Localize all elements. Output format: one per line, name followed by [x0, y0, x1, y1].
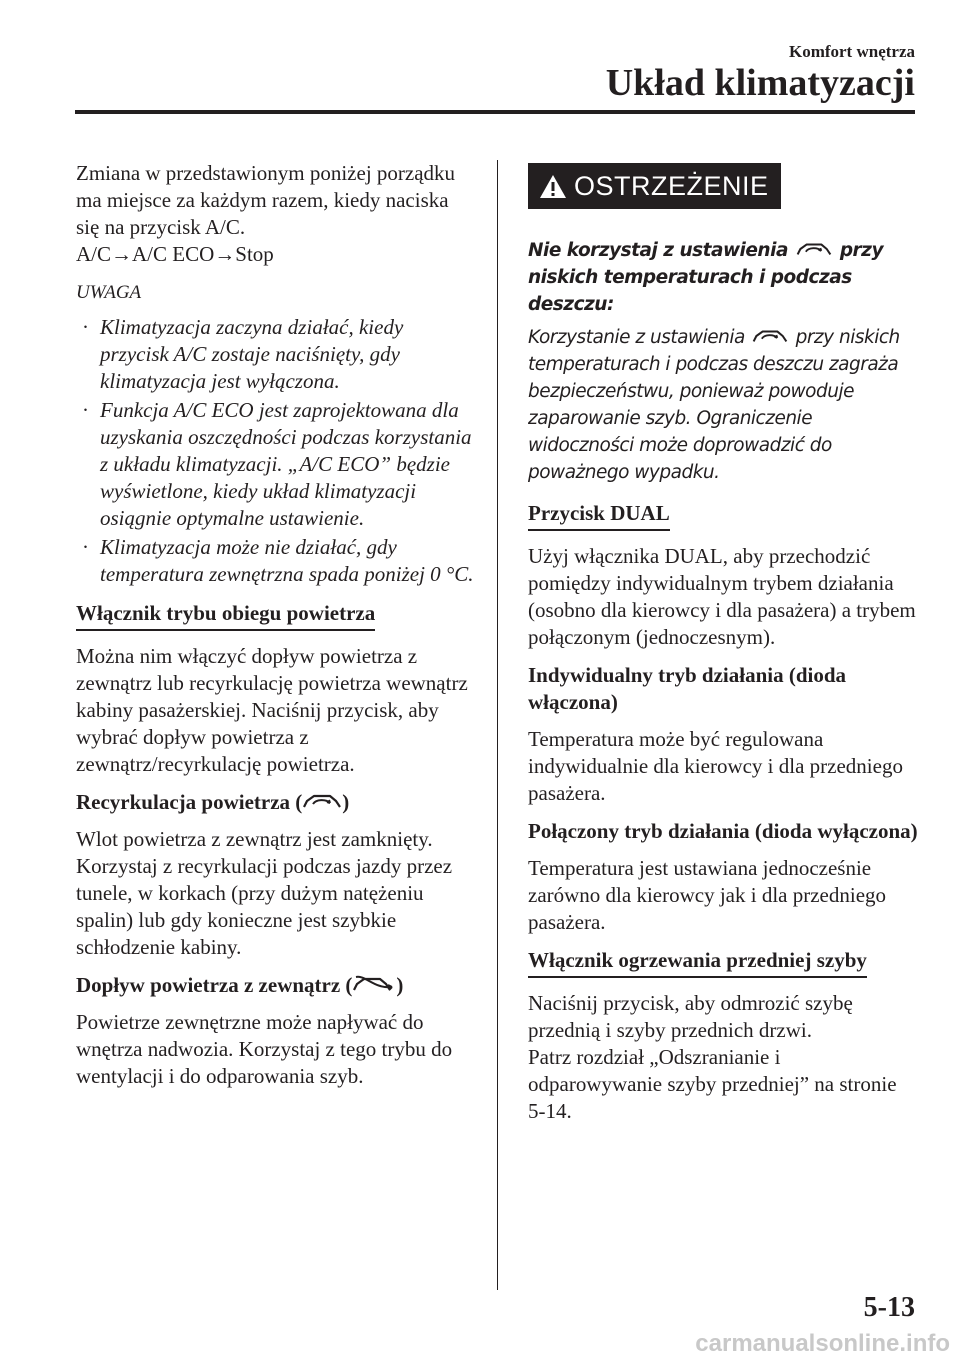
warning-banner — [528, 163, 781, 209]
note-item — [76, 314, 476, 395]
recirculation-paragraph: Wlot powietrza z zewnątrz jest zamknięty. Korzystaj z recyrkulacji podczas jazdy przez tunele, w korkach (przy dużym natężeniu spalin) lub gdy konieczne jest szybkie schłodzenie kabiny. — [76, 827, 453, 959]
recirculation-car-icon — [302, 790, 342, 812]
dual-paragraph: Użyj włącznika DUAL, aby przechodzić pomiędzy indywidualnym trybem działania (osobno dla kierowcy i dla pasażera) a trybem połączonym (jednoczesnym). — [528, 544, 916, 649]
page-title: Układ klimatyzacji — [605, 62, 915, 104]
note-item — [76, 534, 476, 588]
recirculation-car-icon — [794, 239, 834, 259]
individual-mode-paragraph: Temperatura może być regulowana indywidualnie dla kierowcy i dla przedniego pasażera. — [528, 727, 903, 805]
intro-paragraph: Zmiana w przedstawionym poniżej porządku ma miejsce za każdym razem, kiedy naciska się na przycisk A/C. — [76, 161, 456, 239]
outside-air-paragraph: Powietrze zewnętrzne może napływać do wnętrza nadwozia. Korzystaj z tego trybu do wentylacji i do odparowania szyb. — [76, 1010, 453, 1088]
recirculation-car-icon — [750, 326, 790, 346]
note-item — [76, 397, 476, 532]
warning-body: Korzystanie z ustawienia przy niskich temperaturach i podczas deszczu zagraża bezpieczeństwu, ponieważ powoduje zaparowanie szyb. Ograniczenie widoczności może doprowadzić do poważnego wypadku. — [528, 327, 900, 483]
warning-triangle-icon — [538, 173, 568, 200]
dual-heading: Przycisk DUAL — [528, 500, 670, 531]
right-column — [528, 160, 918, 1136]
defrost-reference: Patrz rozdział „Odszranianie i odparowywanie szyby przedniej” na stronie 5-14. — [528, 1045, 897, 1123]
defrost-paragraph: Naciśnij przycisk, aby odmrozić szybę przednią i szyby przednich drzwi. — [528, 991, 853, 1042]
note-label: UWAGA — [76, 282, 142, 303]
column-divider — [497, 160, 498, 1290]
page-number: 5-13 — [863, 1292, 915, 1323]
combined-mode-paragraph: Temperatura jest ustawiana jednocześnie zarówno dla kierowcy jak i dla przedniego pasażera. — [528, 856, 887, 934]
combined-mode-heading: Połączony tryb działania (dioda wyłączona) — [528, 819, 918, 843]
bullet-icon: · — [82, 398, 89, 422]
air-switch-paragraph: Można nim włączyć dopływ powietrza z zewnątrz lub recyrkulację powietrza wewnątrz kabiny pasażerskiej. Naciśnij przycisk, aby wybrać dopływ powietrza z zewnątrz/recyrkulację powietrza. — [76, 644, 468, 776]
warning-label: OSTRZEŻENIE — [574, 170, 769, 201]
bullet-icon: · — [82, 535, 89, 559]
note-text: Funkcja A/C ECO jest zaprojektowana dla uzyskania oszczędności podczas korzystania z układu klimatyzacji. „A/C ECO” będzie wyświetlone, kiedy układ klimatyzacji osiągnie optymalne ustawienie. — [100, 398, 472, 530]
section-title: Komfort wnętrza — [788, 42, 915, 61]
bullet-icon: · — [82, 315, 89, 339]
individual-mode-heading: Indywidualny tryb działania (dioda włączona) — [528, 663, 847, 714]
header-rule — [75, 110, 915, 114]
note-text: Klimatyzacja może nie działać, gdy temperatura zewnętrzna spada poniżej 0 °C. — [100, 535, 474, 586]
air-switch-heading: Włącznik trybu obiegu powietrza — [76, 600, 375, 631]
watermark: carmanualsonline.info — [695, 1330, 950, 1357]
warning-heading: Nie korzystaj z ustawienia przy niskich temperaturach i podczas deszczu: — [528, 240, 884, 315]
note-text: Klimatyzacja zaczyna działać, kiedy przycisk A/C zostaje naciśnięty, gdy klimatyzacja jest wyłączona. — [100, 315, 404, 393]
recirculation-heading: Recyrkulacja powietrza ( ) — [76, 790, 350, 814]
left-column — [76, 160, 476, 1101]
defrost-heading: Włącznik ogrzewania przedniej szyby — [528, 947, 867, 978]
outside-air-car-icon — [352, 973, 396, 995]
outside-air-heading: Dopływ powietrza z zewnątrz ( ) — [76, 973, 404, 997]
mode-sequence: A/C→A/C ECO→Stop — [76, 242, 274, 266]
note-list — [76, 314, 476, 588]
